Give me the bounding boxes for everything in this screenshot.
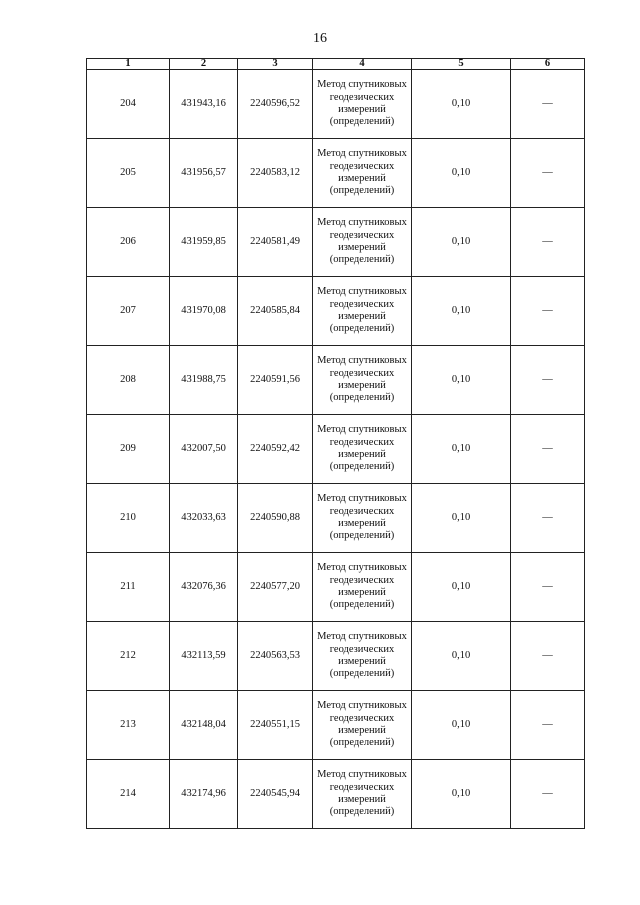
method-cell <box>313 346 412 415</box>
x-coordinate-cell: 432033,63 <box>170 484 238 553</box>
method-cell <box>313 484 412 553</box>
accuracy-cell: 0,10 <box>412 139 511 208</box>
table-row <box>87 484 585 553</box>
coordinates-table <box>86 58 585 829</box>
point-number-cell: 207 <box>87 277 170 346</box>
accuracy-cell: 0,10 <box>412 277 511 346</box>
column-header-1: 1 <box>87 59 170 70</box>
x-coordinate-cell: 431959,85 <box>170 208 238 277</box>
note-cell: — <box>511 691 585 760</box>
x-coordinate-cell: 432174,96 <box>170 760 238 829</box>
column-header-4: 4 <box>313 59 412 70</box>
point-number-cell: 208 <box>87 346 170 415</box>
method-text: Метод спутниковых геодезических измерений (определений) <box>317 286 407 335</box>
point-number-cell: 213 <box>87 691 170 760</box>
x-coordinate-cell: 432007,50 <box>170 415 238 484</box>
y-coordinate-cell: 2240591,56 <box>238 346 313 415</box>
point-number-cell: 209 <box>87 415 170 484</box>
method-cell <box>313 277 412 346</box>
method-text: Метод спутниковых геодезических измерений (определений) <box>317 700 407 749</box>
point-number-cell: 210 <box>87 484 170 553</box>
accuracy-cell: 0,10 <box>412 760 511 829</box>
page-number: 16 <box>313 31 327 46</box>
method-text: Метод спутниковых геодезических измерений (определений) <box>317 493 407 542</box>
method-text: Метод спутниковых геодезических измерений (определений) <box>317 562 407 611</box>
column-header-3: 3 <box>238 59 313 70</box>
accuracy-cell: 0,10 <box>412 70 511 139</box>
accuracy-cell: 0,10 <box>412 622 511 691</box>
table-row <box>87 553 585 622</box>
note-cell: — <box>511 622 585 691</box>
accuracy-cell: 0,10 <box>412 415 511 484</box>
point-number-cell: 206 <box>87 208 170 277</box>
table-row <box>87 346 585 415</box>
note-cell: — <box>511 346 585 415</box>
method-cell <box>313 139 412 208</box>
point-number-cell: 205 <box>87 139 170 208</box>
method-text: Метод спутниковых геодезических измерений (определений) <box>317 769 407 818</box>
y-coordinate-cell: 2240563,53 <box>238 622 313 691</box>
table-row <box>87 70 585 139</box>
note-cell: — <box>511 760 585 829</box>
note-cell: — <box>511 70 585 139</box>
x-coordinate-cell: 432076,36 <box>170 553 238 622</box>
note-cell: — <box>511 553 585 622</box>
accuracy-cell: 0,10 <box>412 691 511 760</box>
method-text: Метод спутниковых геодезических измерений (определений) <box>317 79 407 128</box>
column-header-5: 5 <box>412 59 511 70</box>
accuracy-cell: 0,10 <box>412 553 511 622</box>
x-coordinate-cell: 432113,59 <box>170 622 238 691</box>
column-header-6: 6 <box>511 59 585 70</box>
table-row <box>87 760 585 829</box>
y-coordinate-cell: 2240592,42 <box>238 415 313 484</box>
y-coordinate-cell: 2240596,52 <box>238 70 313 139</box>
accuracy-cell: 0,10 <box>412 346 511 415</box>
method-text: Метод спутниковых геодезических измерений (определений) <box>317 148 407 197</box>
note-cell: — <box>511 139 585 208</box>
method-text: Метод спутниковых геодезических измерений (определений) <box>317 424 407 473</box>
x-coordinate-cell: 432148,04 <box>170 691 238 760</box>
table-header-row <box>87 59 585 70</box>
method-cell <box>313 760 412 829</box>
y-coordinate-cell: 2240545,94 <box>238 760 313 829</box>
note-cell: — <box>511 415 585 484</box>
method-text: Метод спутниковых геодезических измерений (определений) <box>317 217 407 266</box>
method-cell <box>313 691 412 760</box>
x-coordinate-cell: 431988,75 <box>170 346 238 415</box>
x-coordinate-cell: 431943,16 <box>170 70 238 139</box>
column-header-2: 2 <box>170 59 238 70</box>
table-row <box>87 415 585 484</box>
y-coordinate-cell: 2240551,15 <box>238 691 313 760</box>
note-cell: — <box>511 277 585 346</box>
method-cell <box>313 208 412 277</box>
point-number-cell: 214 <box>87 760 170 829</box>
y-coordinate-cell: 2240577,20 <box>238 553 313 622</box>
x-coordinate-cell: 431970,08 <box>170 277 238 346</box>
table-row <box>87 139 585 208</box>
point-number-cell: 212 <box>87 622 170 691</box>
method-cell <box>313 622 412 691</box>
table-body <box>87 70 585 829</box>
method-cell <box>313 415 412 484</box>
y-coordinate-cell: 2240583,12 <box>238 139 313 208</box>
accuracy-cell: 0,10 <box>412 208 511 277</box>
note-cell: — <box>511 208 585 277</box>
table-row <box>87 208 585 277</box>
table-row <box>87 277 585 346</box>
method-text: Метод спутниковых геодезических измерений (определений) <box>317 631 407 680</box>
y-coordinate-cell: 2240590,88 <box>238 484 313 553</box>
table-row <box>87 691 585 760</box>
method-cell <box>313 553 412 622</box>
point-number-cell: 204 <box>87 70 170 139</box>
method-cell <box>313 70 412 139</box>
y-coordinate-cell: 2240585,84 <box>238 277 313 346</box>
x-coordinate-cell: 431956,57 <box>170 139 238 208</box>
table-row <box>87 622 585 691</box>
method-text: Метод спутниковых геодезических измерений (определений) <box>317 355 407 404</box>
accuracy-cell: 0,10 <box>412 484 511 553</box>
point-number-cell: 211 <box>87 553 170 622</box>
note-cell: — <box>511 484 585 553</box>
y-coordinate-cell: 2240581,49 <box>238 208 313 277</box>
